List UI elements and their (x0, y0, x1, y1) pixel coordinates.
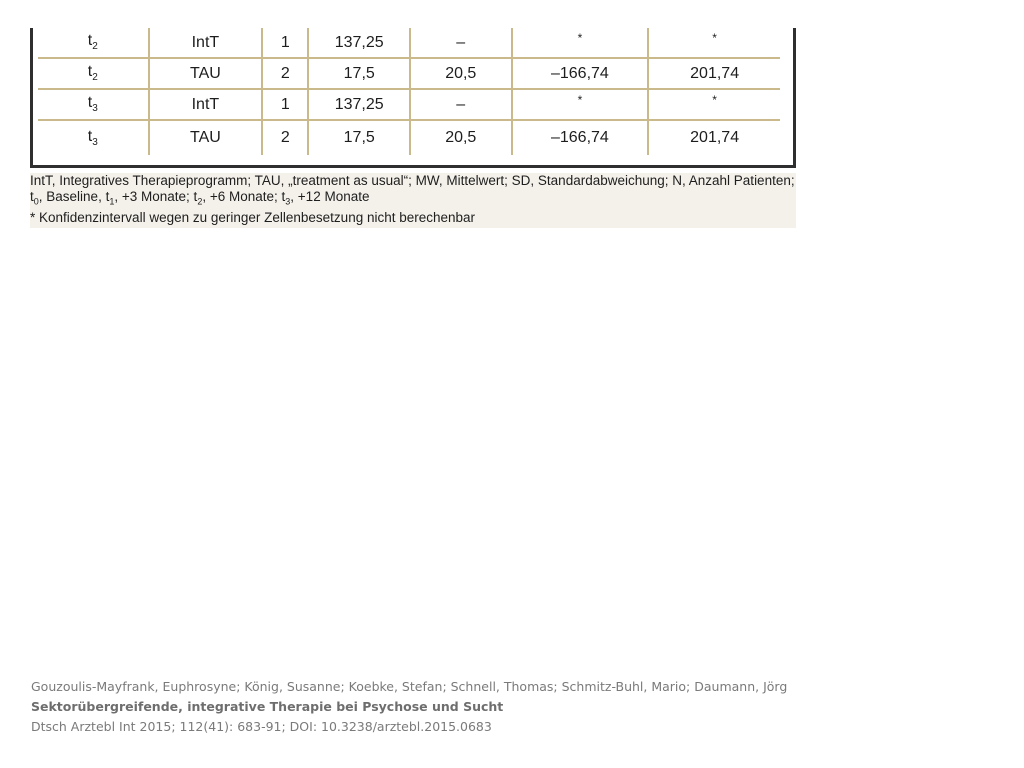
cell-n-value: 2 (280, 64, 290, 82)
note-t3-text: , +12 Monate (290, 189, 370, 204)
cell-group (149, 58, 263, 89)
note-t3-sub: 3 (285, 196, 291, 207)
notes-timepoints (30, 189, 796, 210)
cell-mw-value: 137,25 (334, 33, 384, 51)
cell-ci-upper (648, 120, 780, 155)
cell-ci-lower (512, 58, 649, 89)
cell-ci-lower (512, 28, 649, 58)
cell-sd-value: 20,5 (445, 64, 477, 82)
cell-mw-value: 137,25 (334, 95, 384, 113)
citation-authors: Gouzoulis-Mayfrank, Euphrosyne; König, Susanne; Koebke, Stefan; Schnell, Thomas; Schmitz-Buhl, Mario; Daumann, Jörg (31, 679, 788, 694)
cell-mw-value: 17,5 (343, 64, 375, 82)
cell-group-value: TAU (189, 129, 221, 146)
note-t0-text: , Baseline, (38, 189, 106, 204)
citation-source: Dtsch Arztebl Int 2015; 112(41): 683-91; DOI: 10.3238/arztebl.2015.0683 (31, 719, 492, 734)
citation (31, 677, 787, 737)
cell-sd (410, 58, 512, 89)
cell-mw-value: 17,5 (343, 129, 375, 146)
cell-time-sub: 3 (92, 137, 98, 149)
cell-sd-value: – (456, 33, 466, 51)
cell-mw (308, 28, 410, 58)
cell-mw (308, 89, 410, 120)
table-notes (30, 173, 796, 228)
cell-time-sub: 2 (92, 41, 98, 53)
cell-n-value: 1 (280, 95, 290, 113)
cell-time-sub: 2 (92, 72, 98, 84)
cell-sd (410, 28, 512, 58)
cell-ci-lower-value: –166,74 (550, 129, 609, 146)
cell-group-value: IntT (191, 95, 220, 113)
cell-n (262, 89, 308, 120)
note-t0: t (30, 189, 34, 204)
cell-ci-lower-value: –166,74 (550, 64, 609, 82)
cell-n (262, 28, 308, 58)
cell-group (149, 89, 263, 120)
note-t2-text: , +6 Monate; (202, 189, 282, 204)
cell-group (149, 28, 263, 58)
cell-ci-lower-value: * (577, 92, 583, 107)
cell-mw (308, 120, 410, 155)
cell-ci-upper-value: * (712, 92, 717, 107)
cell-ci-upper-value: 201,74 (690, 129, 740, 146)
cell-time-label: t (87, 127, 93, 145)
cell-time-label: t (87, 32, 93, 50)
cell-time (38, 89, 149, 120)
notes-footnote: * Konfidenzintervall wegen zu geringer Zellenbesetzung nicht berechenbar (30, 209, 476, 225)
cell-n (262, 58, 308, 89)
cell-time-label: t (87, 94, 93, 112)
table-figure (30, 28, 796, 226)
note-t2-sub: 2 (197, 196, 203, 207)
cell-ci-upper-value: * (712, 30, 717, 45)
table-row (38, 89, 780, 120)
cell-ci-upper (648, 89, 780, 120)
cell-n-value: 1 (280, 33, 290, 51)
cell-sd (410, 89, 512, 120)
cell-mw (308, 58, 410, 89)
note-t1: t (105, 189, 110, 204)
cell-sd-value: – (456, 95, 466, 113)
cell-time (38, 120, 149, 155)
cell-ci-lower (512, 89, 649, 120)
note-t1-sub: 1 (109, 196, 115, 207)
cell-group-value: TAU (189, 64, 221, 82)
table-row (38, 58, 780, 89)
cell-ci-upper-value: 201,74 (690, 64, 740, 82)
cell-time (38, 58, 149, 89)
cell-ci-upper (648, 58, 780, 89)
data-table (38, 28, 780, 155)
note-t1-text: , +3 Monate; (114, 189, 194, 204)
note-t2: t (193, 189, 198, 204)
cell-sd-value: 20,5 (445, 129, 477, 146)
cell-ci-lower (512, 120, 649, 155)
cell-ci-lower-value: * (577, 30, 583, 45)
table-row (38, 120, 780, 155)
cell-sd (410, 120, 512, 155)
cell-group (149, 120, 263, 155)
table-body (38, 28, 780, 155)
notes-abbreviations: IntT, Integratives Therapieprogramm; TAU, „treatment as usual“; MW, Mittelwert; SD, Standardabweichung; N, Anzahl Patienten; (30, 173, 795, 188)
citation-title: Sektorübergreifende, integrative Therapie bei Psychose und Sucht (31, 699, 504, 714)
table-row (38, 28, 780, 58)
cell-ci-upper (648, 28, 780, 58)
cell-n-value: 2 (280, 129, 290, 146)
cell-n (262, 120, 308, 155)
note-t3: t (281, 189, 286, 204)
cell-time-label: t (87, 63, 93, 81)
note-t0-sub: 0 (33, 196, 39, 207)
cell-group-value: IntT (191, 33, 220, 51)
cell-time-sub: 3 (92, 103, 98, 115)
cell-time (38, 28, 149, 58)
